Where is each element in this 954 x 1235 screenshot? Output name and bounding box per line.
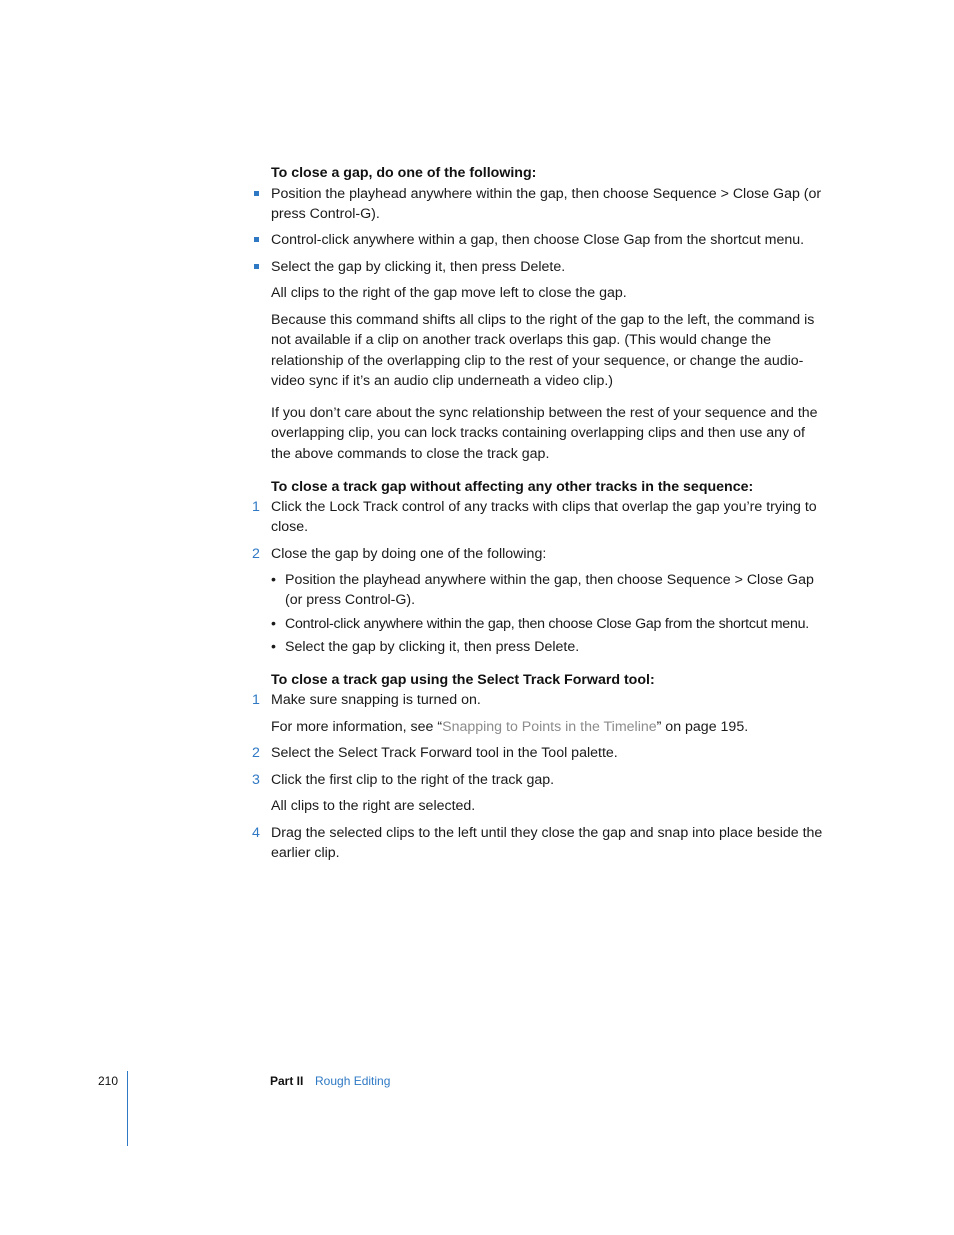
- step-number: 3: [252, 772, 260, 788]
- bullet-item: Control-click anywhere within a gap, then choose Close Gap from the shortcut menu.: [271, 232, 805, 248]
- body-paragraph: All clips to the right of the gap move left to close the gap.: [271, 285, 627, 301]
- bullet-square-icon: [254, 264, 259, 269]
- more-info-prefix: For more information, see “: [271, 719, 443, 735]
- bullet-item: Select the gap by clicking it, then press Delete.: [271, 259, 566, 275]
- step-number: 2: [252, 546, 260, 562]
- step-text: Drag the selected clips to the left until they close the gap and snap into place beside the earlier clip.: [271, 825, 823, 862]
- body-paragraph: Because this command shifts all clips to the right of the gap to the left, the command is not available if a clip on another track overlaps this gap. (This would change the relationship of the overlapping clip to the rest of your sequence, or change the audio-video sync if it’s an audio clip underneath a video clip.): [271, 312, 815, 390]
- sub-bullet-dot: •: [271, 572, 276, 588]
- bullet-square-icon: [254, 191, 259, 196]
- more-info-suffix: ” on page 195.: [656, 719, 749, 735]
- step-number: 1: [252, 692, 260, 708]
- more-info-paragraph: [271, 717, 827, 737]
- procedure-heading-track-gap: To close a track gap without affecting any other tracks in the sequence:: [271, 479, 754, 495]
- bullet-item: Position the playhead anywhere within the gap, then choose Sequence > Close Gap (or press Control-G).: [271, 186, 822, 223]
- sub-bullet-item: Select the gap by clicking it, then press Delete.: [285, 639, 580, 655]
- procedure-heading-select-track-forward: To close a track gap using the Select Track Forward tool:: [271, 672, 655, 688]
- bullet-square-icon: [254, 237, 259, 242]
- step-result-note: All clips to the right are selected.: [271, 798, 476, 814]
- step-number: 2: [252, 745, 260, 761]
- step-text: Select the Select Track Forward tool in the Tool palette.: [271, 745, 618, 761]
- step-number: 1: [252, 499, 260, 515]
- step-text: Click the first clip to the right of the track gap.: [271, 772, 555, 788]
- sub-bullet-item: Position the playhead anywhere within the gap, then choose Sequence > Close Gap (or press Control-G).: [285, 572, 814, 609]
- footer-section-title: Rough Editing: [315, 1074, 391, 1088]
- step-text: Make sure snapping is turned on.: [271, 692, 481, 708]
- footer-divider: [127, 1071, 128, 1146]
- step-text: Close the gap by doing one of the following:: [271, 546, 547, 562]
- sub-bullet-item: Control-click anywhere within the gap, then choose Close Gap from the shortcut menu.: [285, 616, 809, 632]
- procedure-heading-close-gap: To close a gap, do one of the following:: [271, 165, 537, 181]
- sub-bullet-dot: •: [271, 639, 276, 655]
- page-number: 210: [98, 1074, 119, 1088]
- step-number: 4: [252, 825, 260, 841]
- body-paragraph: If you don’t care about the sync relationship between the rest of your sequence and the overlapping clip, you can lock tracks containing overlapping clips and then use any of the above commands to close the track gap.: [271, 405, 818, 462]
- sub-bullet-dot: •: [271, 616, 276, 632]
- step-text: Click the Lock Track control of any tracks with clips that overlap the gap you’re trying to close.: [271, 499, 817, 536]
- footer-part-label: Part II: [270, 1074, 304, 1088]
- cross-reference-link[interactable]: Snapping to Points in the Timeline: [442, 719, 657, 735]
